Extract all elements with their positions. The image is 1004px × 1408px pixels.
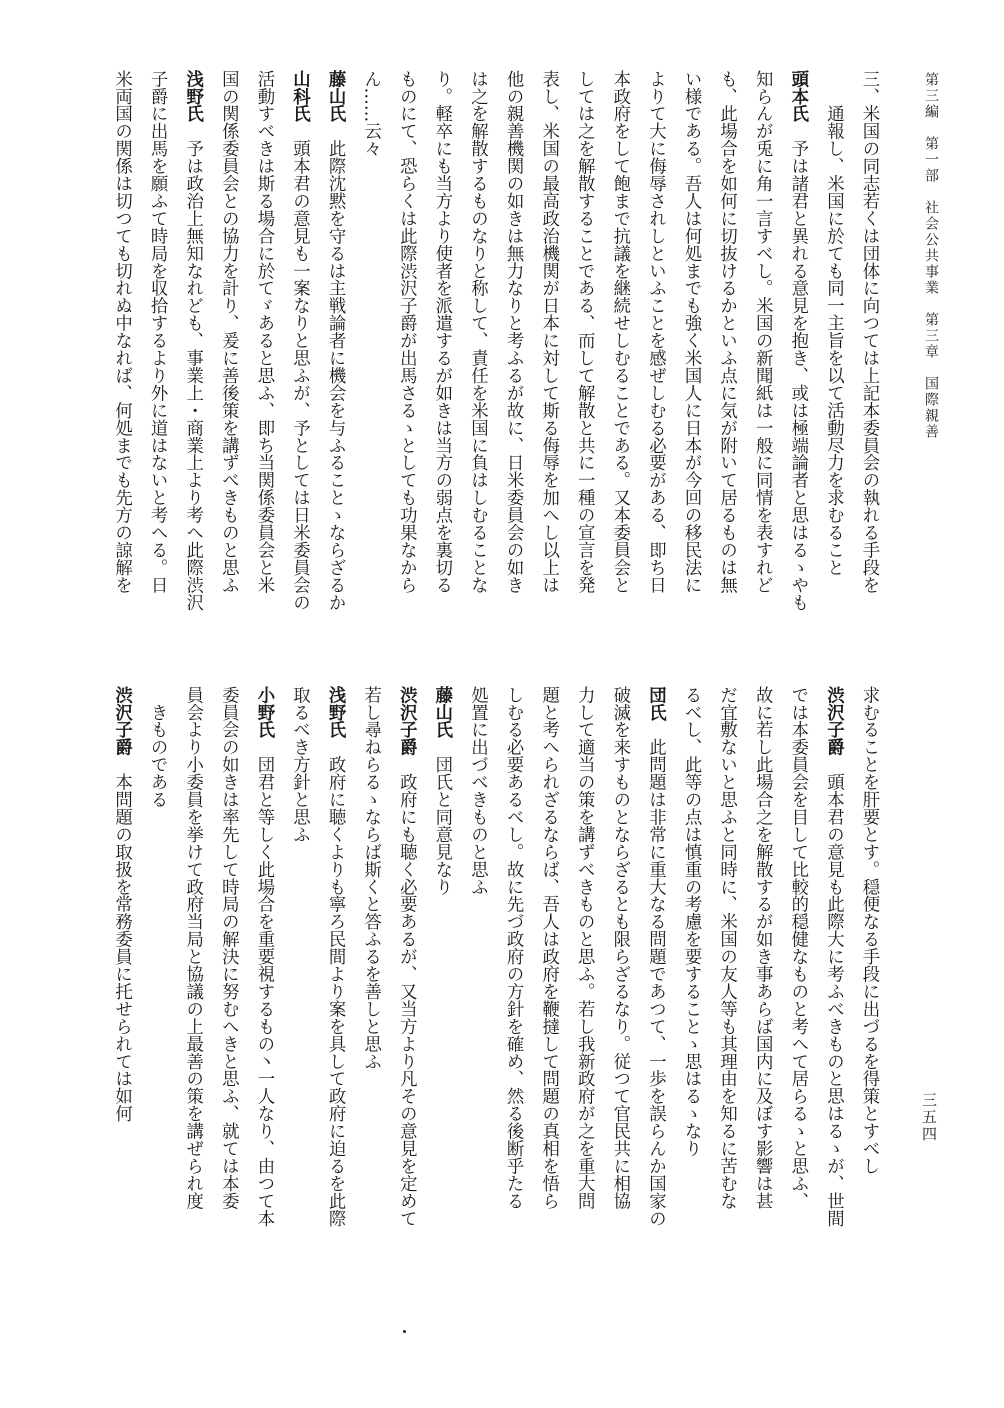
text-column — [601, 686, 637, 1286]
text-column — [139, 686, 175, 1286]
text-column — [637, 70, 673, 650]
column-text: 此問題は非常に重大なる問題であつて、一歩を誤らんか国家の — [645, 720, 666, 1227]
column-text: きものである — [147, 686, 168, 809]
column-text: 表し、米国の最高政治機関が日本に対して斯る侮辱を加へし以上は — [538, 70, 559, 594]
text-column — [245, 70, 281, 650]
column-text: 取るべき方針と思ふ — [289, 686, 310, 844]
text-column — [317, 686, 353, 1286]
column-text: よりて大に侮辱されしといふことを感ぜしむる必要がある、即ち日 — [645, 70, 666, 594]
column-text: 頭本君の意見も一案なりと思ふが、予としては日米委員会の — [289, 122, 310, 611]
text-column — [672, 686, 708, 1286]
speaker-name: 浅野氏 — [325, 686, 346, 739]
speaker-name: 小野氏 — [253, 686, 274, 739]
column-text: 委員会の如きは率先して時局の解決に努むへきと思ふ、就ては本委 — [218, 686, 239, 1210]
text-column — [850, 70, 886, 650]
text-column — [459, 70, 495, 650]
text-column — [566, 70, 602, 650]
column-text: 国の関係委員会との協力を計り、爰に善後策を講ずべきものと思ふ — [218, 70, 239, 594]
column-text: 故に若し此場合之を解散するが如き事あらば国内に及ぼす影響は甚 — [752, 686, 773, 1210]
text-column — [245, 686, 281, 1286]
column-text: 政府に聴くよりも寧ろ民間より案を具して政府に迫るを此際 — [325, 738, 346, 1227]
speaker-name: 団氏 — [645, 686, 666, 721]
column-text: 予は諸君と異れる意見を抱き、或は極端論者と思はるゝやも — [787, 122, 808, 611]
column-text: 米両国の関係は切つても切れぬ中なれば、何処までも先方の諒解を — [111, 70, 132, 594]
column-text: 破滅を来すものとならざるとも限らざるなり。従つて官民共に相協 — [609, 686, 630, 1210]
text-column — [601, 70, 637, 650]
text-column — [139, 70, 175, 650]
text-column — [744, 70, 780, 650]
column-text: ものにて、恐らくは此際渋沢子爵が出馬さるゝとしても功果なから — [396, 70, 417, 594]
speaker-name: 渋沢子爵 — [396, 686, 417, 756]
text-column — [210, 70, 246, 650]
text-column — [423, 70, 459, 650]
column-text: るべし、此等の点は慎重の考慮を要することゝ思はるゝなり — [681, 686, 702, 1158]
column-text: ん……云々 — [360, 70, 381, 158]
text-column — [494, 686, 530, 1286]
speaker-name: 山科氏 — [289, 70, 310, 123]
text-column — [388, 70, 424, 650]
column-text: しては之を解散することである、而して解散と共に一種の宣言を発 — [574, 70, 595, 594]
column-text: り。軽卒にも当方より使者を派遣するが如きは当方の弱点を裏切る — [431, 70, 452, 594]
text-column — [388, 686, 424, 1286]
column-text: しむる必要あるべし。故に先づ政府の方針を確め、然る後断乎たる — [503, 686, 524, 1210]
text-block-upper — [46, 70, 886, 650]
column-text: 団君と等しく此場合を重要視するもの丶一人なり、由つて本 — [253, 738, 274, 1227]
text-column — [708, 686, 744, 1286]
text-column — [530, 70, 566, 650]
speaker-name: 浅野氏 — [182, 70, 203, 123]
column-text: 予は政治上無知なれども、事業上・商業上より考へ此際渋沢 — [182, 122, 203, 611]
text-column — [566, 686, 602, 1286]
column-text: 子爵に出馬を願ふて時局を収拾するより外に道はないと考へる。日 — [147, 70, 168, 594]
column-text: 他の親善機関の如きは無力なりと考ふるが故に、日米委員会の如き — [503, 70, 524, 594]
text-column — [352, 70, 388, 650]
running-header: 第三編 第一部 社会公共事業 第三章 国際親善 — [923, 72, 939, 440]
column-text: 本政府をして飽まで抗議を継続せしむることである。又本委員会と — [609, 70, 630, 594]
column-text: 若し尋ねらるゝならば斯くと答ふるを善しと思ふ — [360, 686, 381, 1070]
column-text: だ宜敷ないと思ふと同時に、米国の友人等も其理由を知るに苦むな — [716, 686, 737, 1210]
text-column — [352, 686, 388, 1286]
text-column — [317, 70, 353, 650]
text-column — [530, 686, 566, 1286]
column-text: では本委員会を目して比較的穏健なものと考へて居らるゝと思ふ、 — [787, 686, 808, 1210]
text-column — [779, 70, 815, 650]
column-text: 知らんが兎に角一言すべし。米国の新聞紙は一般に同情を表すれど — [752, 70, 773, 594]
column-text: 三、米国の同志若くは団体に向つては上記本委員会の執れる手段を — [859, 70, 879, 594]
column-text: 団氏と同意見なり — [431, 738, 452, 896]
column-text: 活動すべきは斯る場合に於てゞあると思ふ、即ち当関係委員会と米 — [253, 70, 274, 594]
text-column — [672, 70, 708, 650]
column-text: 題と考へられざるならば、吾人は政府を鞭撻して問題の真相を悟ら — [538, 686, 559, 1210]
text-column — [210, 686, 246, 1286]
text-column — [174, 70, 210, 650]
column-text: 処置に出づべきものと思ふ — [467, 686, 488, 896]
text-column — [281, 70, 317, 650]
text-column — [103, 70, 139, 650]
speaker-name: 藤山氏 — [431, 686, 452, 739]
text-column — [423, 686, 459, 1286]
text-block-lower — [46, 686, 886, 1286]
column-text: 頭本君の意見も此際大に考ふべきものと思はるゝが、世間 — [823, 755, 844, 1227]
column-text: 力して適当の策を講ずべきものと思ふ。若し我新政府が之を重大問 — [574, 686, 595, 1210]
speaker-name: 頭本氏 — [787, 70, 808, 123]
text-column — [850, 686, 886, 1286]
column-text: も、此場合を如何に切抜けるかといふ点に気が附いて居るものは無 — [716, 70, 737, 594]
text-column — [744, 686, 780, 1286]
speaker-name: 藤山氏 — [325, 70, 346, 123]
column-text: 此際沈黙を守るは主戦論者に機会を与ふることゝならざるか — [325, 122, 346, 611]
column-text: 本問題の取扱を常務委員に托せられては如何 — [111, 755, 132, 1123]
speaker-name: 渋沢子爵 — [823, 686, 844, 756]
text-column — [815, 70, 851, 650]
text-column — [708, 70, 744, 650]
page-number: 三五四 — [920, 1092, 938, 1143]
text-column — [637, 686, 673, 1286]
column-text: は之を解散するものなりと称して、責任を米国に負はしむることな — [467, 70, 488, 594]
text-column — [281, 686, 317, 1286]
column-text: 員会より小委員を挙けて政府当局と協議の上最善の策を講ぜられ度 — [182, 686, 203, 1210]
text-column — [494, 70, 530, 650]
text-column — [174, 686, 210, 1286]
column-text: 政府にも聴く必要あるが、又当方より凡その意見を定めて — [396, 755, 417, 1227]
column-text: 通報し、米国に於ても同一主旨を以て活動尽力を求むること — [823, 70, 844, 577]
text-column — [815, 686, 851, 1286]
text-column — [779, 686, 815, 1286]
column-text: い様である。吾人は何処までも強く米国人に日本が今回の移民法に — [681, 70, 702, 594]
text-column — [103, 686, 139, 1286]
speaker-name: 渋沢子爵 — [111, 686, 132, 756]
text-column — [459, 686, 495, 1286]
column-text: 求むることを肝要とす。穏便なる手段に出づるを得策とすべし — [859, 686, 879, 1175]
print-speck — [403, 1330, 406, 1333]
